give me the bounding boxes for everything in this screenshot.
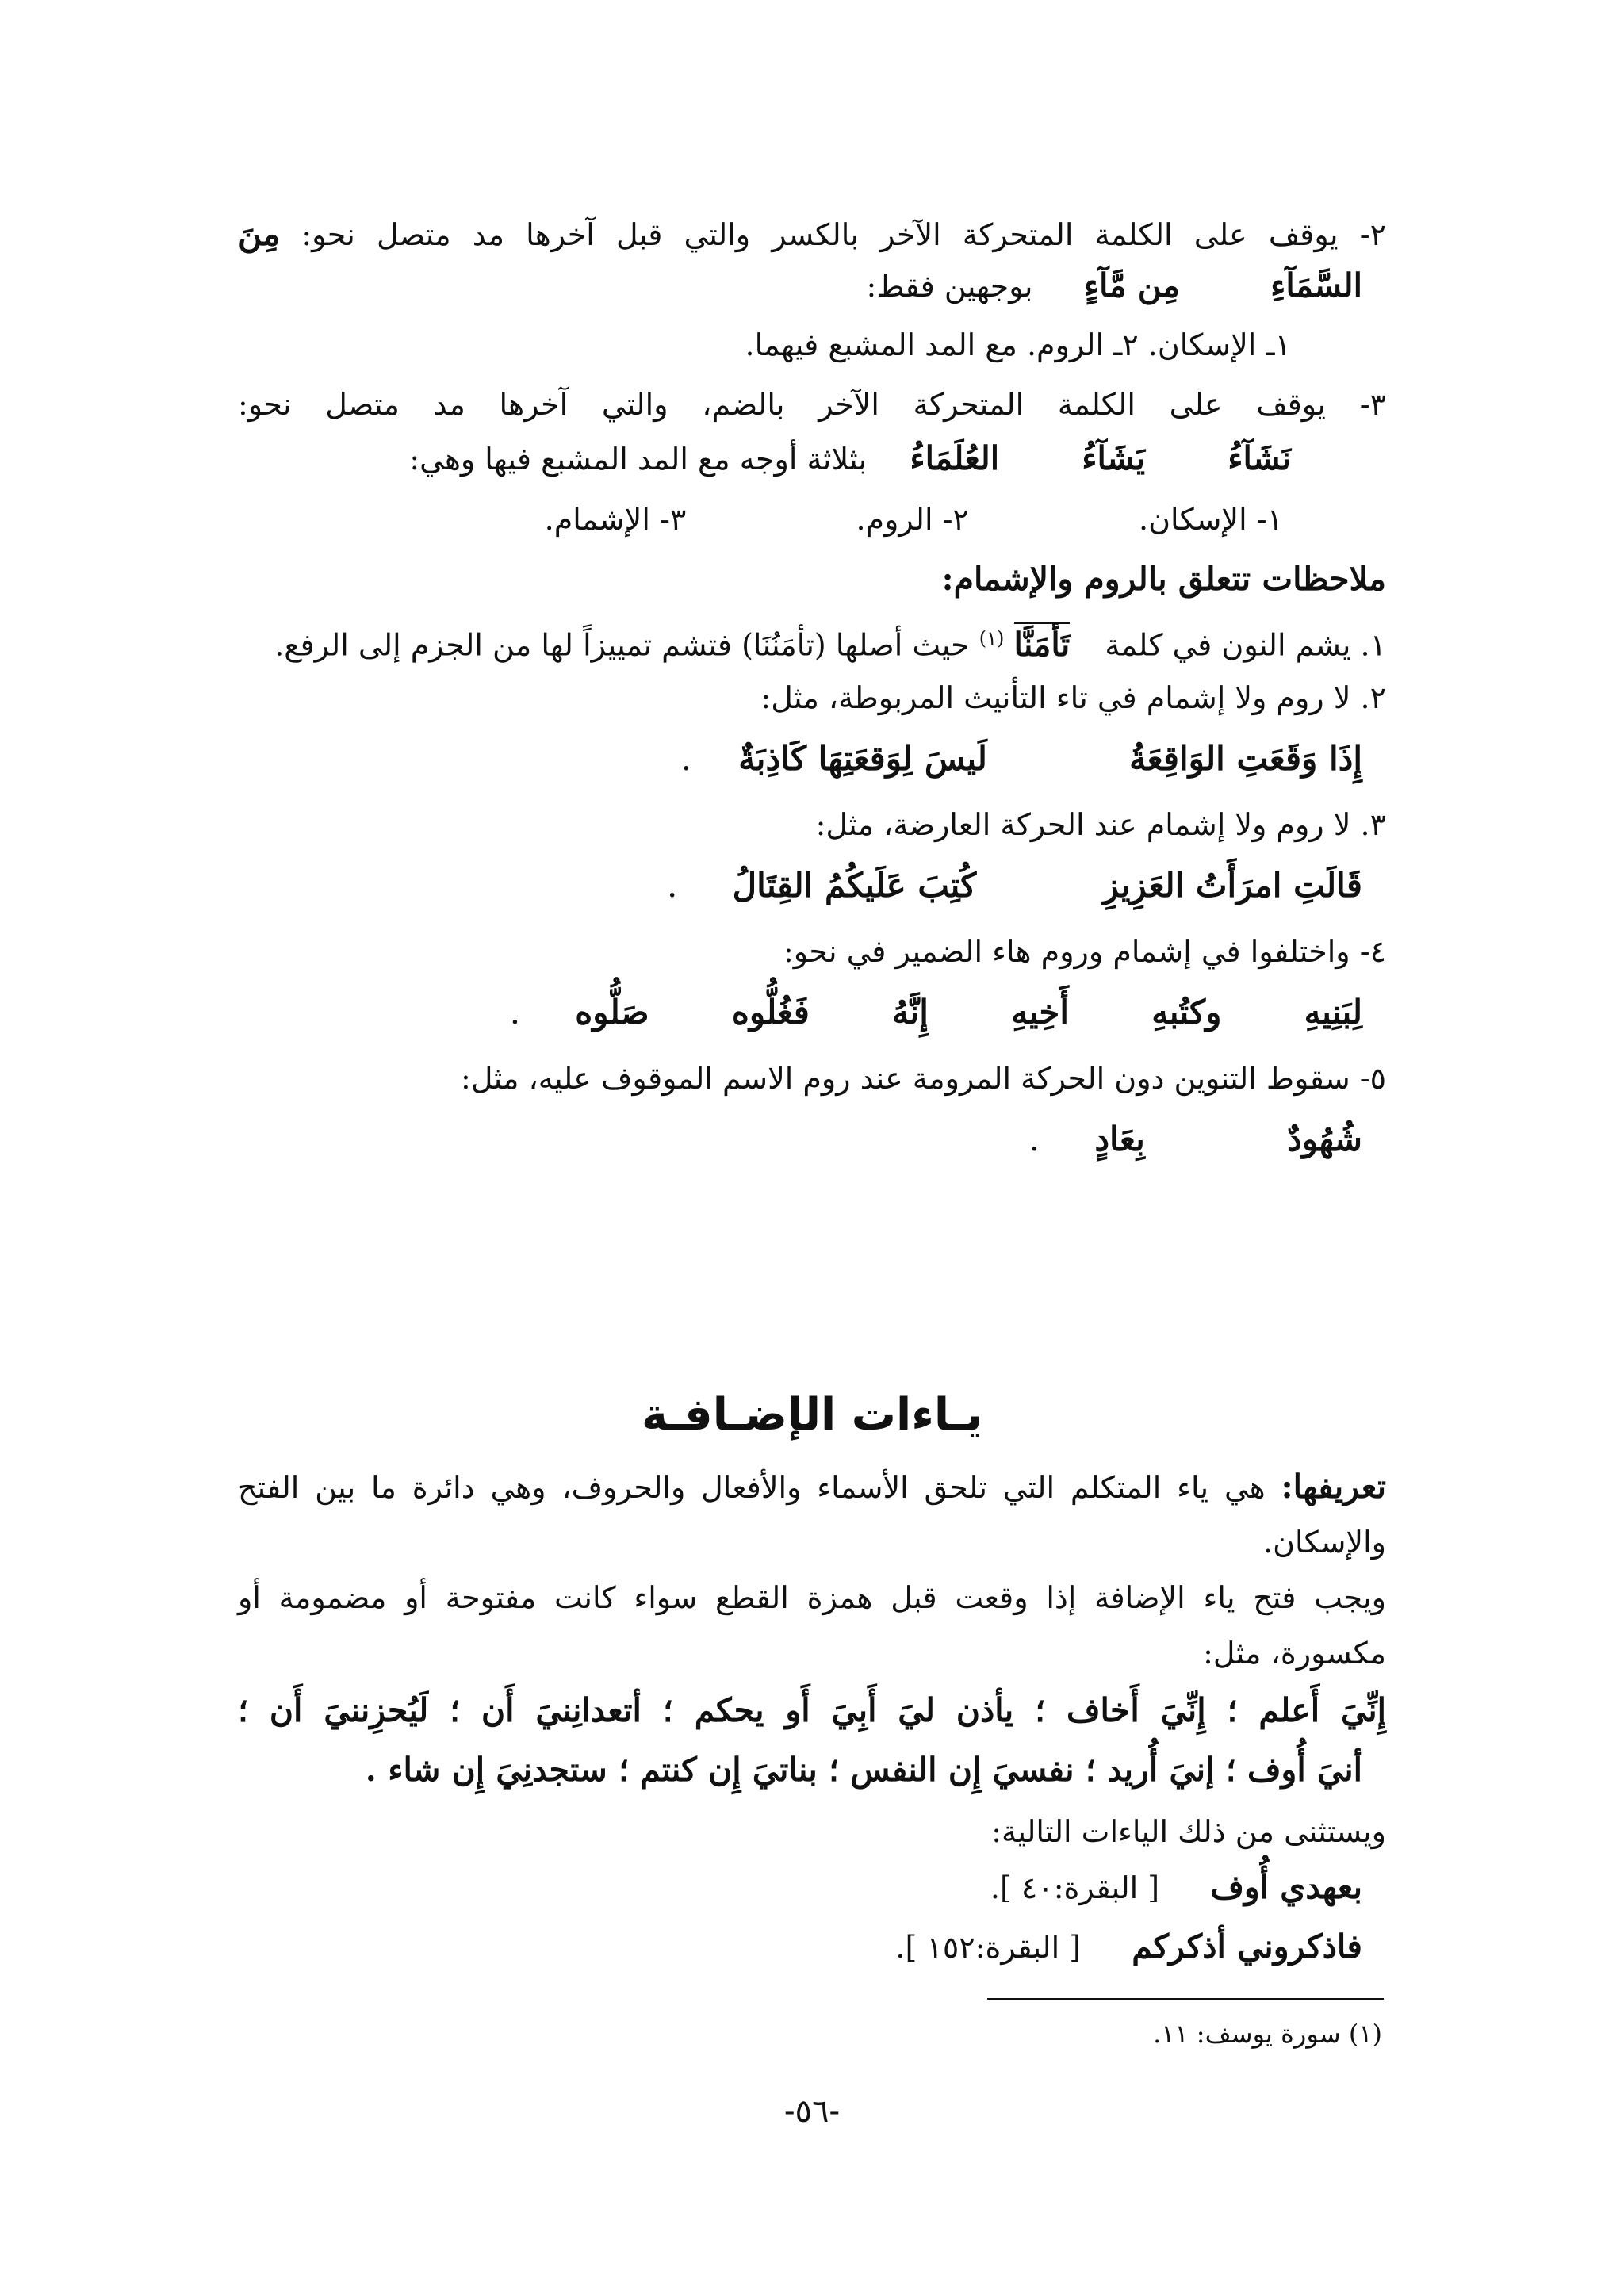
rule2-line: [238, 210, 1386, 258]
note-2-example-1: إِذَا وَقَعَتِ الوَاقِعَةُ: [1129, 739, 1362, 778]
rule3-option-2: ٢- الروم.: [856, 502, 969, 537]
note-4-example: أَخِيهِ: [1011, 993, 1069, 1032]
exception-1-ref: [ البقرة:٤٠ ].: [990, 1870, 1160, 1905]
footnote: (١) سورة يوسف: ١١.: [1153, 2019, 1382, 2049]
definition-line-1: [238, 1463, 1386, 1511]
note-5-dot: .: [1028, 1120, 1040, 1158]
note-3-dot: .: [667, 866, 678, 905]
rule2-example-c: مِن مَّآءٍ: [1083, 266, 1180, 304]
note-2: ٢. لا روم ولا إشمام في تاء التأنيث المربوطة، مثل:: [760, 680, 1386, 715]
rule2-example-a: مِنَ: [238, 215, 281, 253]
examples-line-1: إِنِّيَ أَعلم ؛ إِنِّيَ أَخاف ؛ يأذن ليَ أَبِيَ أَو يحكم ؛ أتعدانِنيَ أَن ؛ لَيُحزِننيَ أَن ؛: [238, 1691, 1386, 1729]
note-1: [238, 614, 1386, 669]
note-1-text-a: ١. يشم النون في كلمة: [1105, 627, 1386, 663]
note-5-example-2: بِعَادٍ: [1094, 1120, 1145, 1158]
footnote-ref: (١): [979, 627, 1005, 649]
examples-line-2: أنيَ أُوف ؛ إنيَ أُريد ؛ نفسيَ إِن النفس ؛ بناتيَ إِن كنتم ؛ ستجدنِيَ إِن شاء .: [365, 1751, 1362, 1789]
note-4-example: إِنَّهُ: [892, 993, 929, 1032]
note-3-example-2: كُتِبَ عَلَيكُمُ القِتَالُ: [732, 866, 977, 905]
rule2-text: ٢- يوقف على الكلمة المتحركة الآخر بالكسر والتي قبل آخرها مد متصل نحو:: [301, 217, 1386, 252]
note-4-example: وكتُبهِ: [1151, 993, 1222, 1032]
note-3-example-1: قَالَتِ امرَأَتُ العَزِيزِ: [1102, 866, 1362, 905]
note-3-examples: [667, 860, 1362, 911]
notes-heading: ملاحظات تتعلق بالروم والإشمام:: [941, 560, 1386, 598]
rule3-tail: بثلاثة أوجه مع المد المشبع فيها وهي:: [409, 442, 868, 477]
rule3-example-b: يَشَآءُ: [1082, 439, 1146, 477]
rule-must-line-1: ويجب فتح ياء الإضافة إذا وقعت قبل همزة القطع سواء كانت مفتوحة أو مضمومة أو: [238, 1580, 1386, 1615]
section-title: يـاءات الإضـافـة: [641, 1389, 983, 1441]
rule2-options: ١ـ الإسكان. ٢ـ الروم. مع المد المشبع فيهما.: [745, 327, 1291, 362]
page-number: -٥٦-: [784, 2093, 840, 2130]
note-4-example: فَغُلُّوه: [731, 993, 810, 1032]
footnote-separator: [987, 1998, 1384, 2000]
note-5-example-1: شُهُودٌ: [1287, 1120, 1362, 1158]
rule3-example-a: نَشَآءُ: [1228, 439, 1291, 477]
note-2-examples: [681, 733, 1362, 784]
rule2-examples-line: [238, 262, 1362, 310]
note-4: ٤- واختلفوا في إشمام وروم هاء الضمير في نحو:: [783, 934, 1386, 969]
rule3-examples-line: [238, 434, 1291, 483]
rule2-example-b: السَّمَآءِ: [1270, 266, 1362, 304]
definition-text: هي ياء المتكلم التي تلحق الأسماء والأفعال والحروف، وهي دائرة ما بين الفتح: [238, 1470, 1266, 1505]
note-1-word: تَأمَنَّا: [1014, 622, 1071, 664]
note-4-example: صَلُّوه: [575, 993, 649, 1032]
exception-1: [238, 1863, 1362, 1912]
rule2-tail: بوجهين فقط:: [866, 269, 1033, 304]
rule3-option-3: ٣- الإشمام.: [544, 502, 687, 537]
note-2-dot: .: [680, 739, 692, 778]
rule3-text: ٣- يوقف على الكلمة المتحركة الآخر بالضم، والتي آخرها مد متصل نحو:: [238, 387, 1386, 422]
rule3-example-c: العُلَمَاءُ: [910, 439, 1000, 477]
rule3-option-1: ١- الإسكان.: [1139, 502, 1283, 537]
rule-must-line-2: مكسورة، مثل:: [1203, 1636, 1386, 1671]
rule3-options: [238, 496, 1283, 543]
note-5-examples: [1029, 1114, 1362, 1165]
exception-2-ref: [ البقرة:١٥٢ ].: [895, 1930, 1082, 1965]
exceptions-intro: ويستثنى من ذلك الياءات التالية:: [991, 1814, 1386, 1849]
note-4-examples: [510, 987, 1362, 1038]
note-5: ٥- سقوط التنوين دون الحركة المرومة عند روم الاسم الموقوف عليه، مثل:: [461, 1061, 1386, 1096]
note-3: ٣. لا روم ولا إشمام عند الحركة العارضة، مثل:: [815, 807, 1386, 842]
note-1-text-b: حيث أصلها (تأمَنُنَا) فتشم تمييزاً لها من الجزم إلى الرفع.: [274, 627, 970, 663]
exception-1-word: بعهدي أُوف: [1210, 1868, 1362, 1906]
definition-line-2: والإسكان.: [1263, 1525, 1386, 1560]
exception-2-word: فاذكروني أذكركم: [1132, 1927, 1362, 1966]
note-2-example-2: لَيسَ لِوَقعَتِهَا كَاذِبَةٌ: [738, 739, 987, 778]
exception-2: [238, 1923, 1362, 1971]
note-4-example: لِبَنِيهِ: [1304, 993, 1362, 1032]
definition-label: تعريفها:: [1281, 1468, 1386, 1506]
note-4-dot: .: [509, 993, 521, 1032]
